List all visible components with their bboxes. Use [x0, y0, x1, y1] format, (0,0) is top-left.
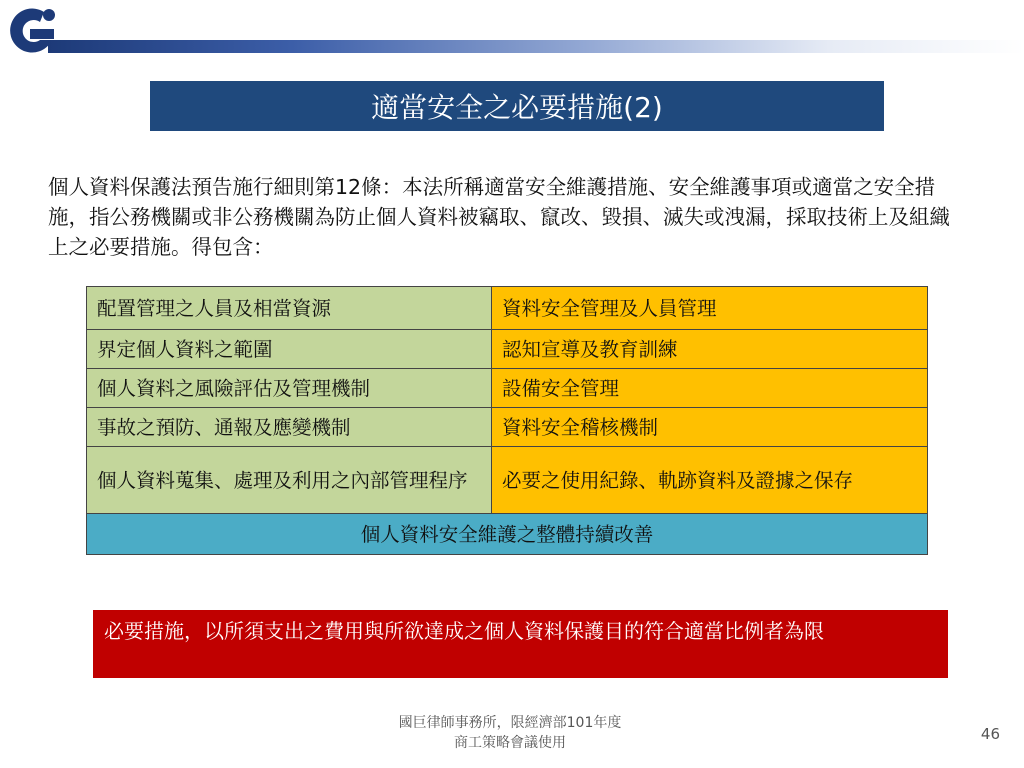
table-summary-cell: 個人資料安全維護之整體持續改善	[87, 514, 928, 555]
slide-footer	[360, 713, 660, 753]
slide-title-text: 適當安全之必要措施(2)	[371, 91, 663, 124]
table-cell: 配置管理之人員及相當資源	[87, 287, 492, 330]
table-row	[87, 369, 928, 408]
table-cell: 個人資料之風險評估及管理機制	[87, 369, 492, 408]
table-cell: 必要之使用紀錄、軌跡資料及證據之保存	[492, 447, 928, 514]
table-cell: 個人資料蒐集、處理及利用之內部管理程序	[87, 447, 492, 514]
table-row	[87, 408, 928, 447]
header-gradient-bar	[48, 40, 1024, 53]
table-row	[87, 287, 928, 330]
table-summary-row	[87, 514, 928, 555]
table-cell: 界定個人資料之範圍	[87, 330, 492, 369]
table-cell: 資料安全管理及人員管理	[492, 287, 928, 330]
slide-title	[150, 81, 884, 131]
footer-line-2: 商工策略會議使用	[454, 735, 566, 751]
security-measures-table	[86, 286, 928, 555]
table-cell: 資料安全稽核機制	[492, 408, 928, 447]
table-cell: 事故之預防、通報及應變機制	[87, 408, 492, 447]
note-box: 必要措施，以所須支出之費用與所欲達成之個人資料保護目的符合適當比例者為限	[93, 610, 948, 678]
intro-paragraph: 個人資料保護法預告施行細則第12條：本法所稱適當安全維護措施、安全維護事項或適當之安全措施，指公務機關或非公務機關為防止個人資料被竊取、竄改、毀損、滅失或洩漏，採取技術上及組織上之必要措施。得包含：	[48, 175, 950, 259]
page-number: 46	[980, 725, 1000, 743]
table-cell: 設備安全管理	[492, 369, 928, 408]
footer-line-1: 國巨律師事務所，限經濟部101年度	[398, 715, 622, 731]
table-row	[87, 447, 928, 514]
table-cell: 認知宣導及教育訓練	[492, 330, 928, 369]
table-row	[87, 330, 928, 369]
